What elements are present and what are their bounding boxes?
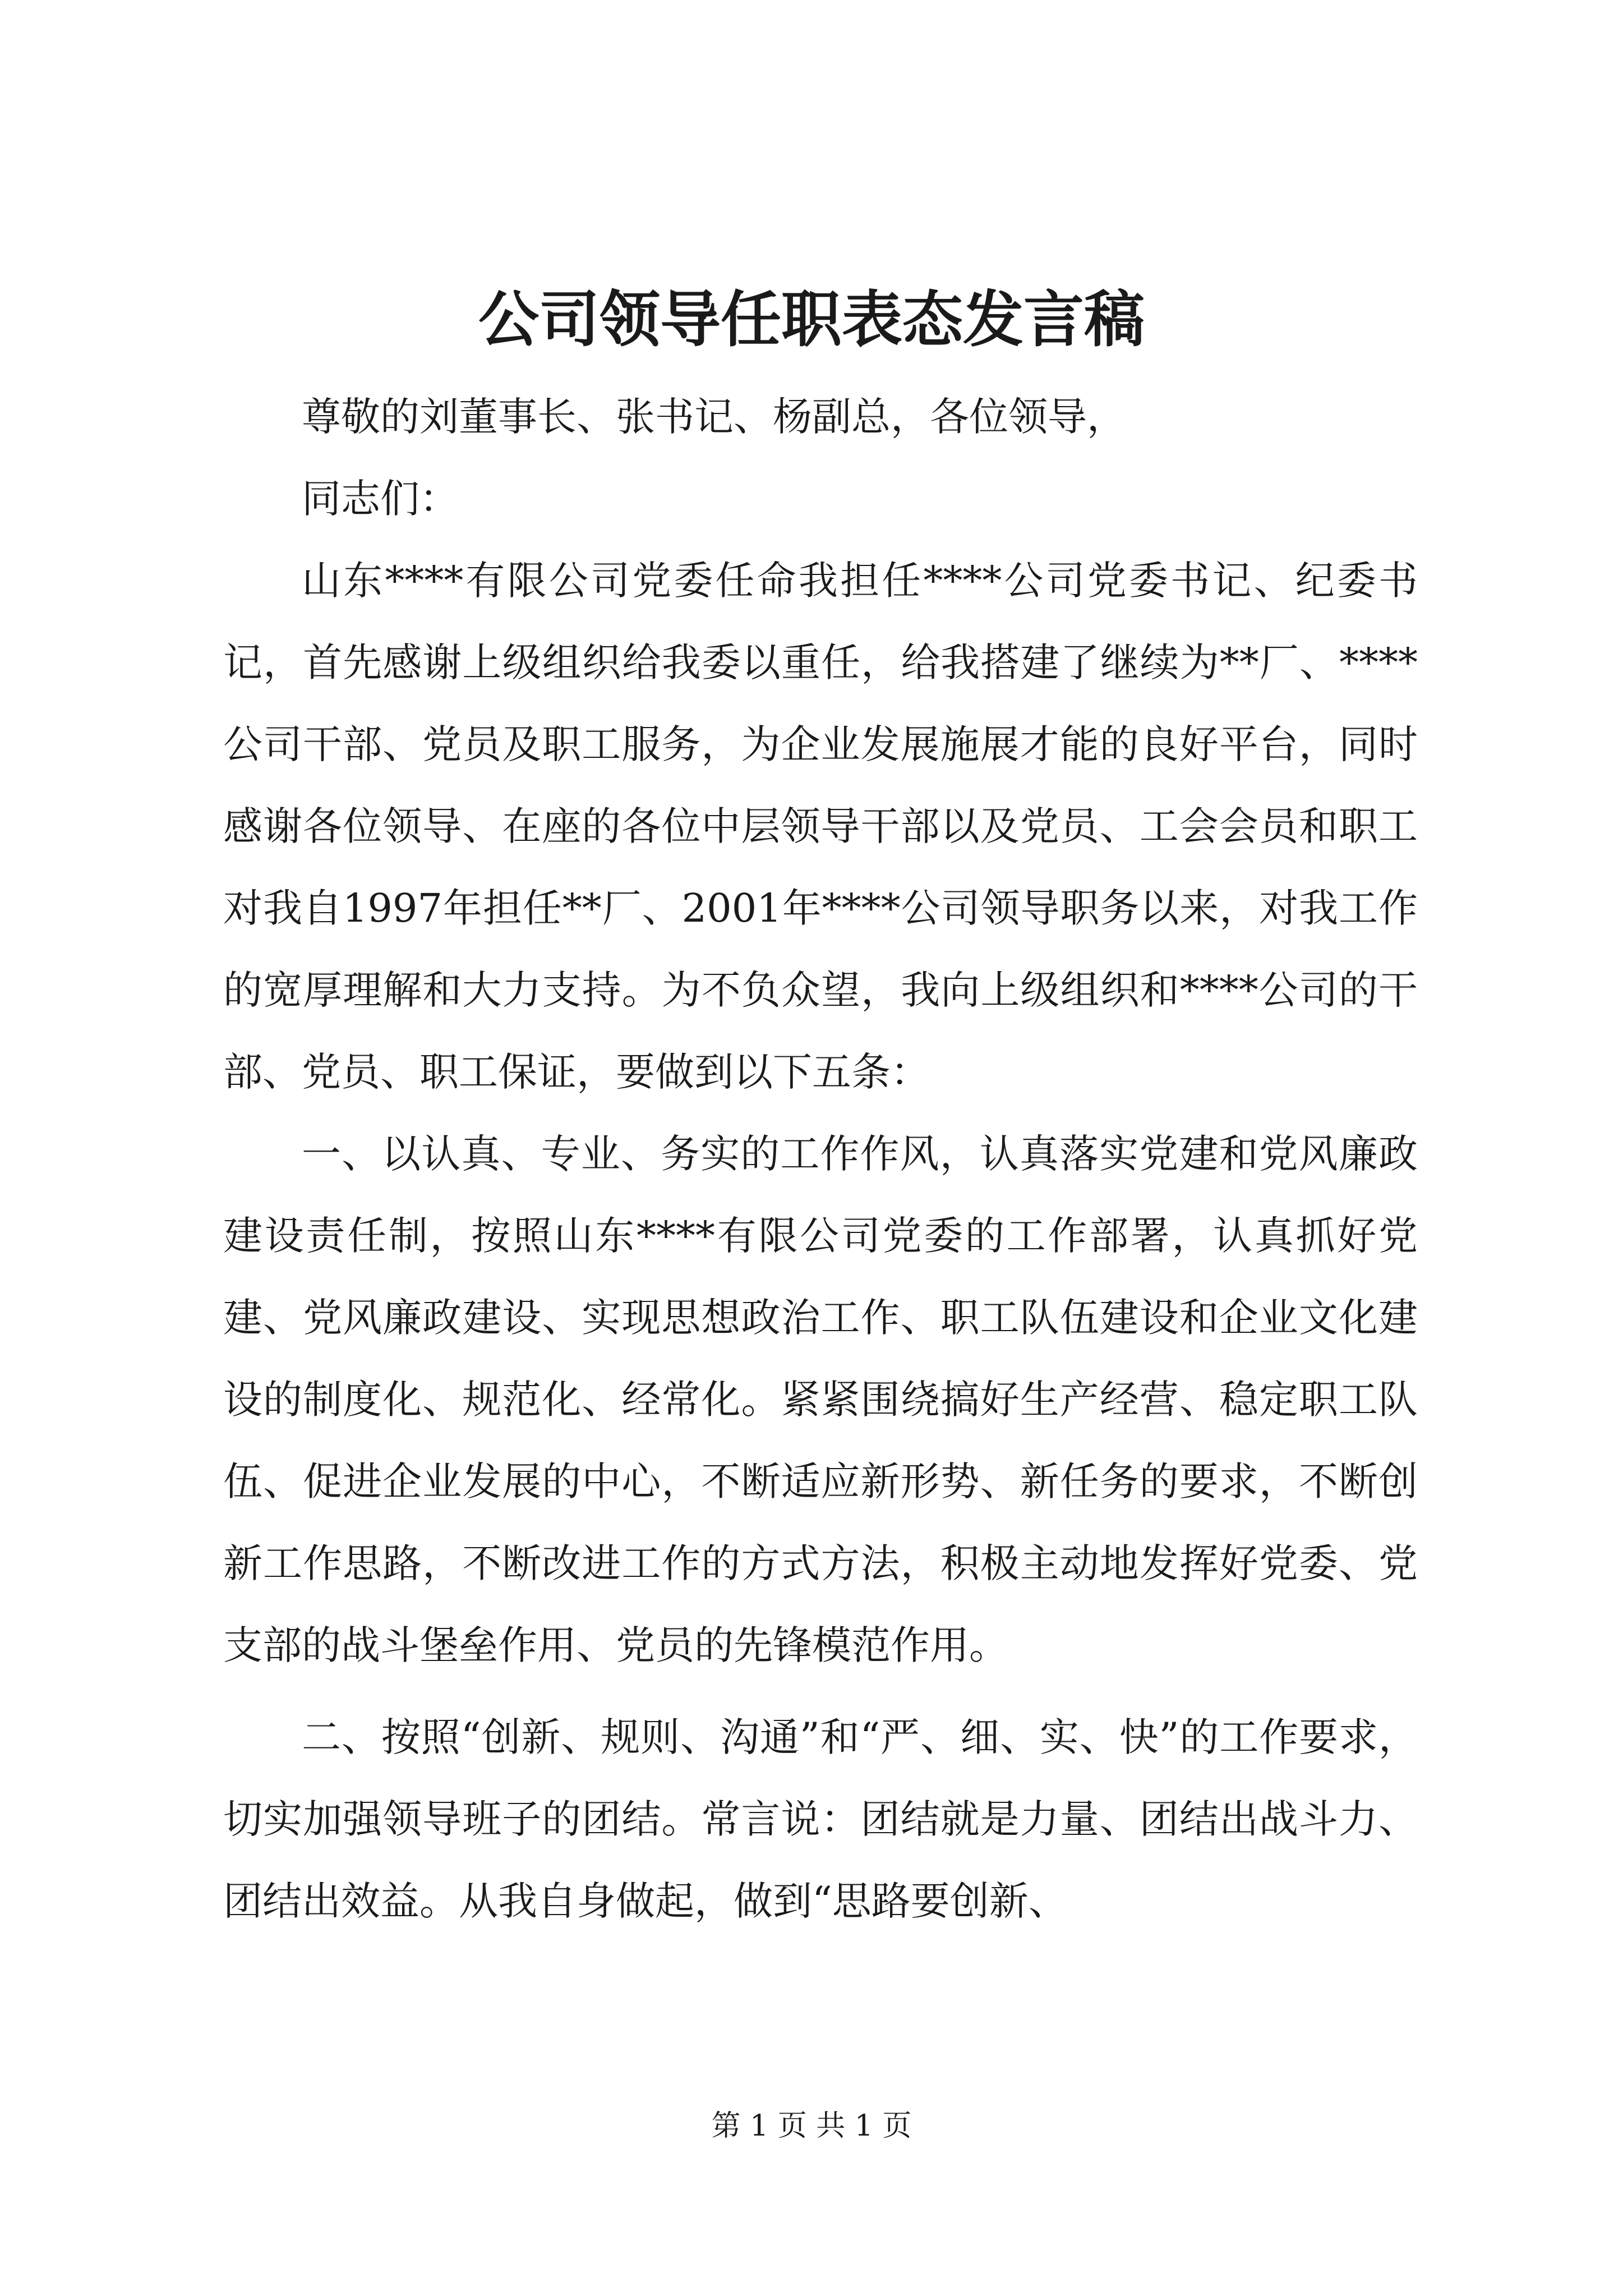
document-body	[223, 376, 1418, 1942]
paragraph-point-2: 二、按照“创新、规则、沟通”和“严、细、实、快”的工作要求，切实加强领导班子的团结。常言说：团结就是力量、团结出战斗力、团结出效益。从我自身做起，做到“思路要创新、	[223, 1714, 1418, 1924]
page-footer: 第 1 页 共 1 页	[711, 2109, 912, 2143]
paragraph-intro: 山东****有限公司党委任命我担任****公司党委书记、纪委书记，首先感谢上级组织给我委以重任，给我搭建了继续为**厂、****公司干部、党员及职工服务，为企业发展施展才能的良好平台，同时感谢各位领导、在座的各位中层领导干部以及党员、工会会员和职工对我自1997年担任**厂、2001年****公司领导职务以来，对我工作的宽厚理解和大力支持。为不负众望，我向上级组织和****公司的干部、党员、职工保证，要做到以下五条：	[223, 558, 1418, 1095]
document-title: 公司领导任职表态发言稿	[478, 284, 1145, 355]
paragraph-point-1: 一、以认真、专业、务实的工作作风，认真落实党建和党风廉政建设责任制，按照山东****有限公司党委的工作部署，认真抓好党建、党风廉政建设、实现思想政治工作、职工队伍建设和企业文化建设的制度化、规范化、经常化。紧紧围绕搞好生产经营、稳定职工队伍、促进企业发展的中心，不断适应新形势、新任务的要求，不断创新工作思路，不断改进工作的方式方法，积极主动地发挥好党委、党支部的战斗堡垒作用、党员的先锋模范作用。	[223, 1131, 1418, 1668]
salutation-line-2: 同志们：	[302, 476, 459, 522]
salutation-line: 尊敬的刘董事长、张书记、杨副总，各位领导，	[302, 394, 1126, 440]
